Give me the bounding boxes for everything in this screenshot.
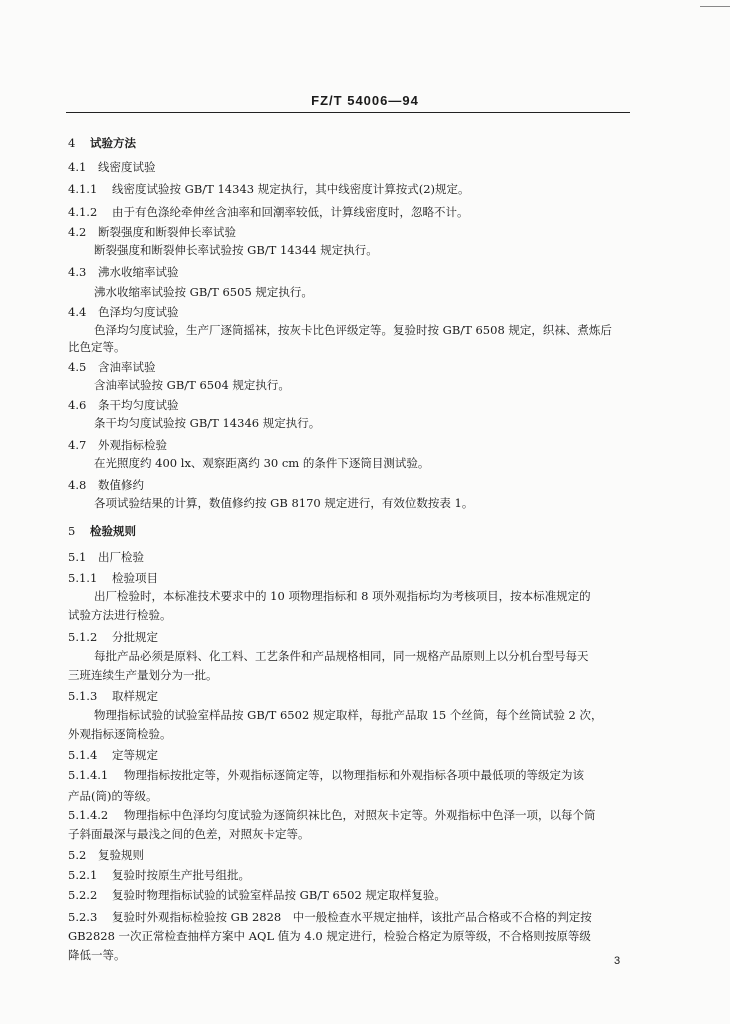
clause-number: 4.1.1 <box>68 182 98 196</box>
line-text: 沸水收缩率试验 <box>98 265 179 279</box>
section-line <box>68 689 158 703</box>
clause-number: 4.7 <box>68 438 87 452</box>
line-text: 出厂检验时，本标准技术要求中的 10 项物理指标和 8 项外观指标均为考核项目，按本标准规定的 <box>94 589 591 603</box>
section-line <box>68 438 167 452</box>
paragraph-line <box>94 285 313 299</box>
section-line <box>68 524 136 538</box>
clause-number: 5.1.3 <box>68 689 98 703</box>
section-line <box>68 748 158 762</box>
standard-number-header: FZ/T 54006—94 <box>311 93 419 108</box>
clause-number: 4.6 <box>68 398 87 412</box>
clause-number: 4.1 <box>68 160 87 174</box>
clause-number: 5.2 <box>68 848 87 862</box>
section-line <box>68 888 446 902</box>
paragraph-line <box>68 948 126 962</box>
line-text: 色泽均匀度试验，生产厂逐筒摇袜，按灰卡比色评级定等。复验时按 GB/T 6508 规定，织袜、煮炼后 <box>94 323 612 337</box>
section-line <box>68 265 179 279</box>
section-line <box>68 136 136 150</box>
paragraph-line <box>94 243 378 257</box>
clause-number: 5.1.2 <box>68 630 98 644</box>
section-line <box>68 205 469 219</box>
section-line <box>68 360 156 374</box>
paragraph-line <box>94 378 290 392</box>
section-line <box>68 160 156 174</box>
paragraph-line <box>94 589 591 603</box>
clause-number: 4.4 <box>68 305 87 319</box>
section-line <box>68 808 596 822</box>
line-text: 外观指标逐筒检验。 <box>68 727 172 741</box>
paragraph-line <box>94 708 602 722</box>
line-text: 产品(筒)的等级。 <box>68 789 158 803</box>
line-text: 断裂强度和断裂伸长率试验按 GB/T 14344 规定执行。 <box>94 243 378 257</box>
paragraph-line <box>94 456 429 470</box>
paragraph-line <box>94 416 320 430</box>
page-number: 3 <box>614 955 621 967</box>
line-text: 定等规定 <box>112 748 158 762</box>
line-text: 各项试验结果的计算，数值修约按 GB 8170 规定进行，有效位数按表 1。 <box>94 496 474 510</box>
paragraph-line <box>94 323 612 337</box>
corner-mark <box>700 0 730 7</box>
section-line <box>68 910 592 924</box>
paragraph-line <box>68 789 157 803</box>
line-text: 色泽均匀度试验 <box>98 305 179 319</box>
header-rule <box>66 112 630 113</box>
line-text: 断裂强度和断裂伸长率试验 <box>98 225 236 239</box>
line-text: 物理指标中色泽均匀度试验为逐筒织袜比色，对照灰卡定等。外观指标中色泽一项，以每个筒 <box>124 808 596 822</box>
paragraph-line <box>68 727 172 741</box>
paragraph-line <box>68 608 172 622</box>
line-text: 物理指标按批定等，外观指标逐筒定等，以物理指标和外观指标各项中最低项的等级定为该 <box>124 768 584 782</box>
section-line <box>68 768 584 782</box>
line-text: 由于有色涤纶牵伸丝含油率和回潮率较低，计算线密度时，忽略不计。 <box>112 205 469 219</box>
clause-number: 5.1.4.2 <box>68 808 109 822</box>
clause-number: 5 <box>68 524 76 538</box>
section-line <box>68 305 179 319</box>
line-text: 含油率试验按 GB/T 6504 规定执行。 <box>94 378 290 392</box>
line-text: 含油率试验 <box>98 360 156 374</box>
clause-number: 5.1.4.1 <box>68 768 109 782</box>
line-text: 比色定等。 <box>68 340 126 354</box>
line-text: 降低一等。 <box>68 948 126 962</box>
clause-number: 4.5 <box>68 360 87 374</box>
clause-number: 4.2 <box>68 225 87 239</box>
line-text: 线密度试验按 GB/T 14343 规定执行，其中线密度计算按式(2)规定。 <box>112 182 470 196</box>
clause-number: 4.8 <box>68 478 87 492</box>
line-text: 子斜面最深与最浅之间的色差，对照灰卡定等。 <box>68 827 310 841</box>
section-line <box>68 225 236 239</box>
line-text: 沸水收缩率试验按 GB/T 6505 规定执行。 <box>94 285 313 299</box>
line-text: 物理指标试验的试验室样品按 GB/T 6502 规定取样，每批产品取 15 个丝筒，每个丝筒试验 2 次， <box>94 708 603 722</box>
clause-number: 4 <box>68 136 76 150</box>
line-text: 线密度试验 <box>98 160 156 174</box>
line-text: 复验时外观指标检验按 GB 2828 中一般检查水平规定抽样，该批产品合格或不合格的判定按 <box>112 910 592 924</box>
section-line <box>68 398 179 412</box>
line-text: 在光照度约 400 lx、观察距离约 30 cm 的条件下逐筒目测试验。 <box>94 456 430 470</box>
line-text: 条干均匀度试验 <box>98 398 179 412</box>
section-line <box>68 478 144 492</box>
paragraph-line <box>94 496 473 510</box>
clause-number: 5.1 <box>68 550 87 564</box>
line-text: 复验规则 <box>98 848 144 862</box>
clause-number: 5.2.2 <box>68 888 98 902</box>
clause-number: 4.1.2 <box>68 205 98 219</box>
line-text: 三班连续生产量划分为一批。 <box>68 668 218 682</box>
section-line <box>68 571 158 585</box>
line-text: 取样规定 <box>112 689 158 703</box>
clause-number: 4.3 <box>68 265 87 279</box>
line-text: GB2828 一次正常检查抽样方案中 AQL 值为 4.0 规定进行，检验合格定为原等级，不合格则按原等级 <box>68 929 591 943</box>
clause-number: 5.2.3 <box>68 910 98 924</box>
paragraph-line <box>68 827 310 841</box>
paragraph-line <box>68 668 218 682</box>
line-text: 分批规定 <box>112 630 158 644</box>
line-text: 试验方法 <box>90 136 136 150</box>
line-text: 数值修约 <box>98 478 144 492</box>
line-text: 条干均匀度试验按 GB/T 14346 规定执行。 <box>94 416 321 430</box>
section-line <box>68 182 470 196</box>
line-text: 试验方法进行检验。 <box>68 608 172 622</box>
clause-number: 5.1.4 <box>68 748 98 762</box>
line-text: 检验规则 <box>90 524 136 538</box>
clause-number: 5.1.1 <box>68 571 98 585</box>
line-text: 检验项目 <box>112 571 158 585</box>
clause-number: 5.2.1 <box>68 868 98 882</box>
line-text: 每批产品必须是原料、化工料、工艺条件和产品规格相同，同一规格产品原则上以分机台型号每天 <box>94 649 589 663</box>
line-text: 复验时按原生产批号组批。 <box>112 868 250 882</box>
line-text: 复验时物理指标试验的试验室样品按 GB/T 6502 规定取样复验。 <box>112 888 446 902</box>
section-line <box>68 868 250 882</box>
section-line <box>68 848 144 862</box>
line-text: 外观指标检验 <box>98 438 167 452</box>
paragraph-line <box>94 649 589 663</box>
section-line <box>68 550 144 564</box>
paragraph-line <box>68 929 591 943</box>
section-line <box>68 630 158 644</box>
line-text: 出厂检验 <box>98 550 144 564</box>
paragraph-line <box>68 340 126 354</box>
